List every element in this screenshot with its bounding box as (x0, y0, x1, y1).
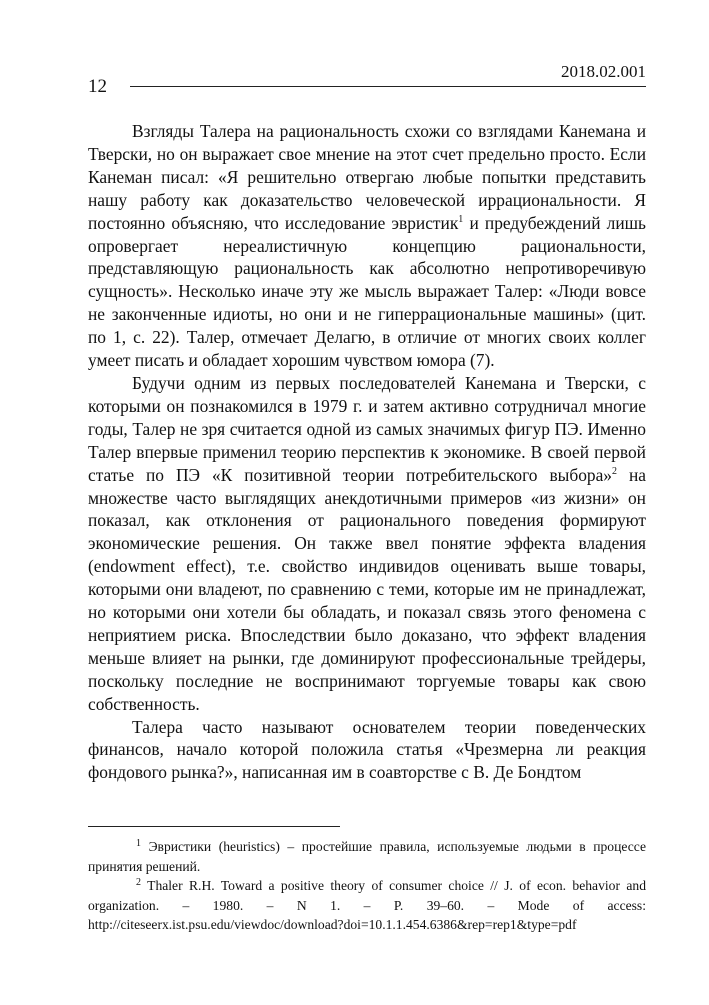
footnote-ref: 2 (612, 465, 618, 477)
paragraph-text: Будучи одним из первых последователей Канемана и Тверски, с которыми он познакомился в 1979 г. и затем активно сотрудничал многие годы, Талер не зря считается одной из самых значимых фигур ПЭ. Именно Талер впервые применил теорию перспектив к экономике. В своей первой статье по ПЭ «К позитивной теории потребительского выбора» (88, 372, 646, 485)
footnote-separator (88, 826, 340, 827)
paragraph-text: на множестве часто выглядящих анекдотичными примеров «из жизни» он показал, как отклонения от рационального поведения формируют экономические решения. Он также ввел понятие эффекта владения (endowment effect), т.е. свойство индивидов оценивать выше товары, которыми они владеют, по сравнению с теми, которые им не принадлежат, но которыми они хотели бы обладать, и показал связь этого феномена с неприятием риска. Впоследствии было доказано, что эффект владения меньше влияет на рынки, где доминируют профессиональные трейдеры, поскольку последние не воспринимают торгуемые товары как свою собственность. (88, 464, 646, 714)
footnote-number: 2 (136, 877, 141, 888)
footnote-text: Thaler R.H. Toward a positive theory of consumer choice // J. of econ. behavior and organization. – 1980. – N 1. – P. 39–60. – Mode of access: http://citeseerx.ist.psu.edu/viewdoc/download?doi=10.1.1.454.6386&rep=rep1&type=pdf (88, 878, 646, 932)
page-number: 12 (88, 76, 107, 97)
page-header (88, 62, 646, 96)
paragraph-text: Взгляды Талера на рациональность схожи со взглядами Канемана и Тверски, но он выражает свое мнение на этот счет предельно просто. Если Канеман писал: «Я решительно отвергаю любые попытки представить нашу работу как доказательство человеческой иррациональности. Я постоянно объясняю, что исследование эвристик (88, 121, 646, 233)
footnote (88, 837, 646, 876)
footnote-ref: 1 (458, 213, 464, 225)
paragraph (88, 716, 646, 785)
header-rule (130, 86, 646, 87)
footnote (88, 876, 646, 935)
footnote-text: Эвристики (heuristics) – простейшие правила, используемые людьми в процессе принятия решений. (88, 839, 646, 874)
main-text (88, 120, 646, 784)
paragraph-text: Талера часто называют основателем теории поведенческих финансов, начало которой положила статья «Чрезмерна ли реакция фондового рынка?», написанная им в соавторстве с В. Де Бондтом (88, 716, 646, 783)
paragraph-text: и предубеждений лишь опровергает нереалистичную концепцию рациональности, представляющую рациональность как абсолютно непротиворечивую сущность». Несколько иначе эту же мысль выражает Талер: «Люди вовсе не законченные идиоты, но они и не гиперрациональные машины» (цит. по 1, с. 22). Талер, отмечает Делагю, в отличие от многих своих коллег умеет писать и обладает хорошим чувством юмора (7). (88, 212, 646, 371)
paragraph (88, 120, 646, 372)
document-code: 2018.02.001 (561, 62, 646, 81)
paragraph (88, 372, 646, 716)
footnotes (88, 837, 646, 935)
footnote-number: 1 (136, 838, 141, 849)
